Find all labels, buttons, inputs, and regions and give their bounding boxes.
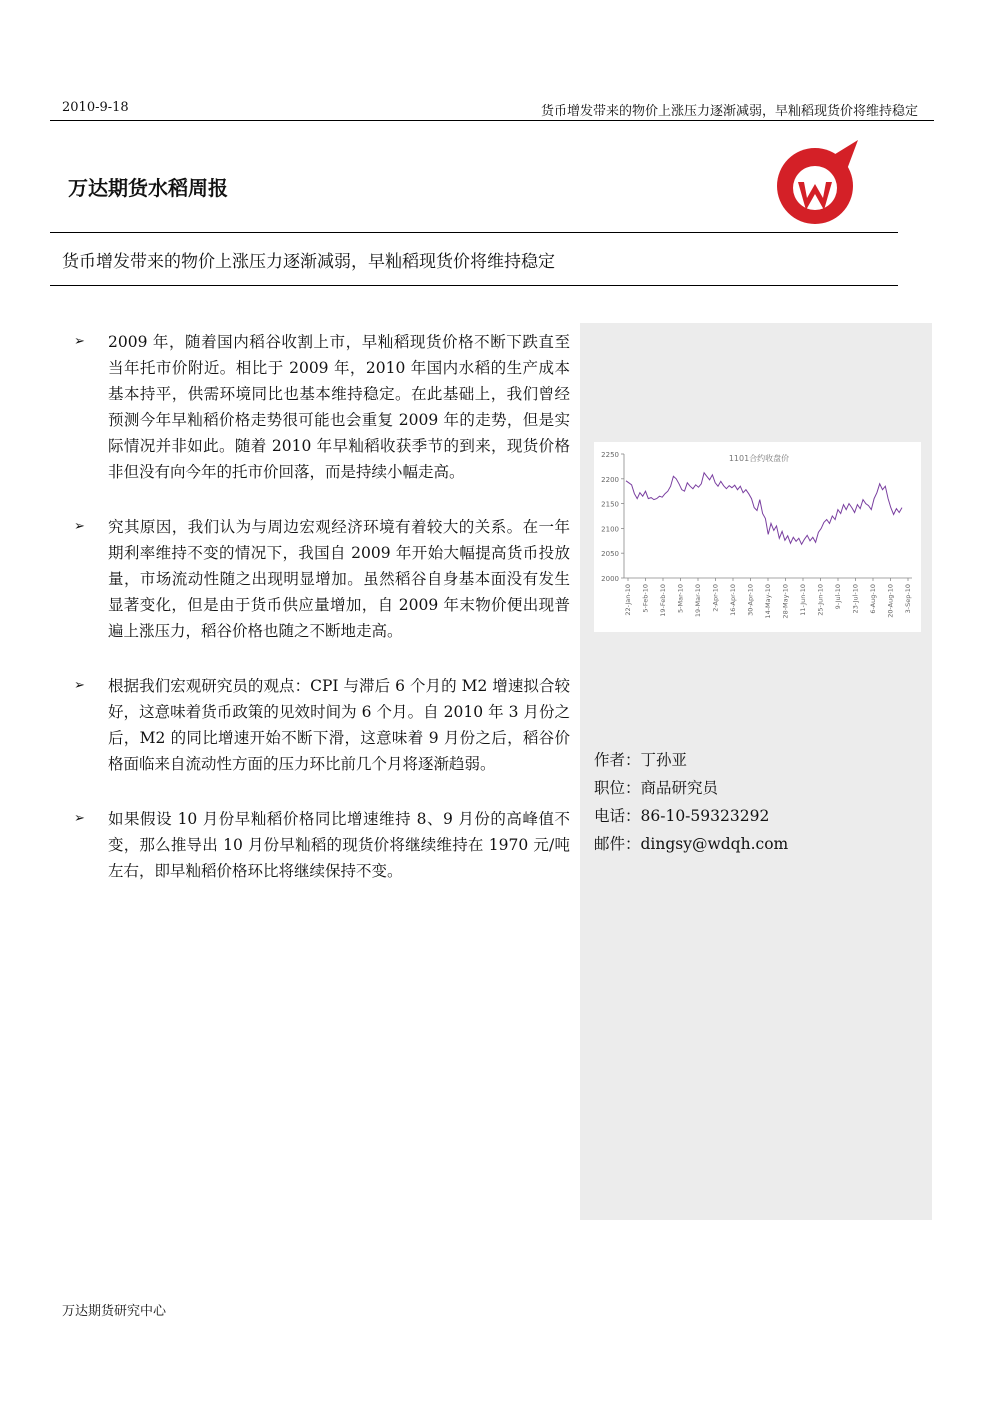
y-tick-label: 2200: [601, 475, 619, 484]
x-tick-label: 2-Apr-10: [711, 584, 720, 612]
chart-title: 1101合约收盘价: [728, 454, 790, 463]
bullet-paragraph: [72, 673, 570, 777]
price-chart-svg: [594, 442, 921, 632]
x-tick-label: 20-Aug-10: [886, 584, 895, 618]
arrow-bullet-icon: ➢: [74, 334, 85, 349]
y-tick-label: 2250: [601, 451, 619, 459]
x-tick-label: 3-Sep-10: [904, 584, 912, 614]
x-tick-label: 19-Feb-10: [659, 584, 667, 617]
x-tick-label: 11-Jun-10: [799, 584, 807, 616]
x-tick-label: 30-Apr-10: [746, 584, 755, 616]
author-email: 邮件：dingsy@wdqh.com: [594, 835, 789, 853]
bullet-paragraph: [72, 329, 570, 485]
x-tick-label: 5-Mar-10: [676, 584, 685, 613]
arrow-bullet-icon: ➢: [74, 519, 85, 534]
title-rule-bottom: [50, 285, 898, 286]
arrow-bullet-icon: ➢: [74, 811, 85, 826]
x-tick-label: 28-May-10: [781, 584, 790, 619]
header-divider: [50, 120, 934, 121]
bullet-text: 如果假设 10 月份早籼稻价格同比增速维持 8、9 月份的高峰值不变，那么推导出 10 月份早籼稻的现货价将继续维持在 1970 元/吨左右，即早籼稻价格环比将继续保持不变。: [108, 810, 570, 880]
y-tick-label: 2100: [601, 525, 619, 534]
wanda-logo-icon: [772, 138, 862, 228]
x-tick-label: 19-Mar-10: [694, 584, 702, 618]
sidebar: [580, 323, 932, 1220]
header-title: 货币增发带来的物价上涨压力逐渐减弱，早籼稻现货价将维持稳定: [540, 104, 918, 119]
author-info: [594, 746, 788, 858]
x-tick-label: 9-Jul-10: [834, 584, 842, 610]
x-tick-label: 14-May-10: [764, 584, 772, 619]
footer: 万达期货研究中心: [62, 1304, 167, 1319]
x-tick-label: 16-Apr-10: [729, 584, 737, 616]
body-column: [72, 329, 570, 913]
bullet-text: 根据我们宏观研究员的观点：CPI 与滞后 6 个月的 M2 增速拟合较好，这意味着货币政策的见效时间为 6 个月。自 2010 年 3 月份之后，M2 的同比增速开始不断下滑，这意味着 9 月份之后，稻谷价格面临来自流动性方面的压力环比前几个月将逐渐趋弱。: [108, 677, 570, 773]
header-date: 2010-9-18: [62, 100, 129, 115]
report-brand-title: 万达期货水稻周报: [68, 176, 228, 200]
x-tick-label: 6-Aug-10: [869, 584, 877, 614]
price-chart: [594, 442, 921, 632]
bullet-paragraph: [72, 514, 570, 644]
y-tick-label: 2150: [601, 500, 619, 509]
author-name: 作者：丁孙亚: [594, 751, 688, 769]
series-line: [626, 473, 902, 545]
x-tick-label: 25-Jun-10: [816, 584, 825, 616]
arrow-bullet-icon: ➢: [74, 678, 85, 693]
headline: 货币增发带来的物价上涨压力逐渐减弱，早籼稻现货价将维持稳定: [62, 252, 555, 272]
author-position: 职位：商品研究员: [594, 779, 719, 797]
x-tick-label: 5-Feb-10: [641, 584, 650, 613]
x-tick-label: 22-Jan-10: [624, 584, 632, 616]
bullet-text: 2009 年，随着国内稻谷收割上市，早籼稻现货价格不断下跌直至当年托市价附近。相比于 2009 年，2010 年国内水稻的生产成本基本持平，供需环境同比也基本维持稳定。在此基础上，我们曾经预测今年早籼稻价格走势很可能也会重复 2009 年的走势，但是实际情况并非如此。随着 2010 年早籼稻收获季节的到来，现货价格非但没有向今年的托市价回落，而是持续小幅走高。: [108, 333, 570, 481]
y-tick-label: 2050: [601, 550, 619, 559]
title-rule-top: [50, 232, 898, 233]
author-phone: 电话：86-10-59323292: [594, 807, 770, 825]
bullet-text: 究其原因，我们认为与周边宏观经济环境有着较大的关系。在一年期利率维持不变的情况下，我国自 2009 年开始大幅提高货币投放量，市场流动性随之出现明显增加。虽然稻谷自身基本面没有发生显著变化，但是由于货币供应量增加，自 2009 年末物价便出现普遍上涨压力，稻谷价格也随之不断地走高。: [108, 518, 570, 640]
y-tick-label: 2000: [601, 575, 619, 583]
x-tick-label: 23-Jul-10: [851, 584, 860, 614]
bullet-paragraph: [72, 806, 570, 884]
